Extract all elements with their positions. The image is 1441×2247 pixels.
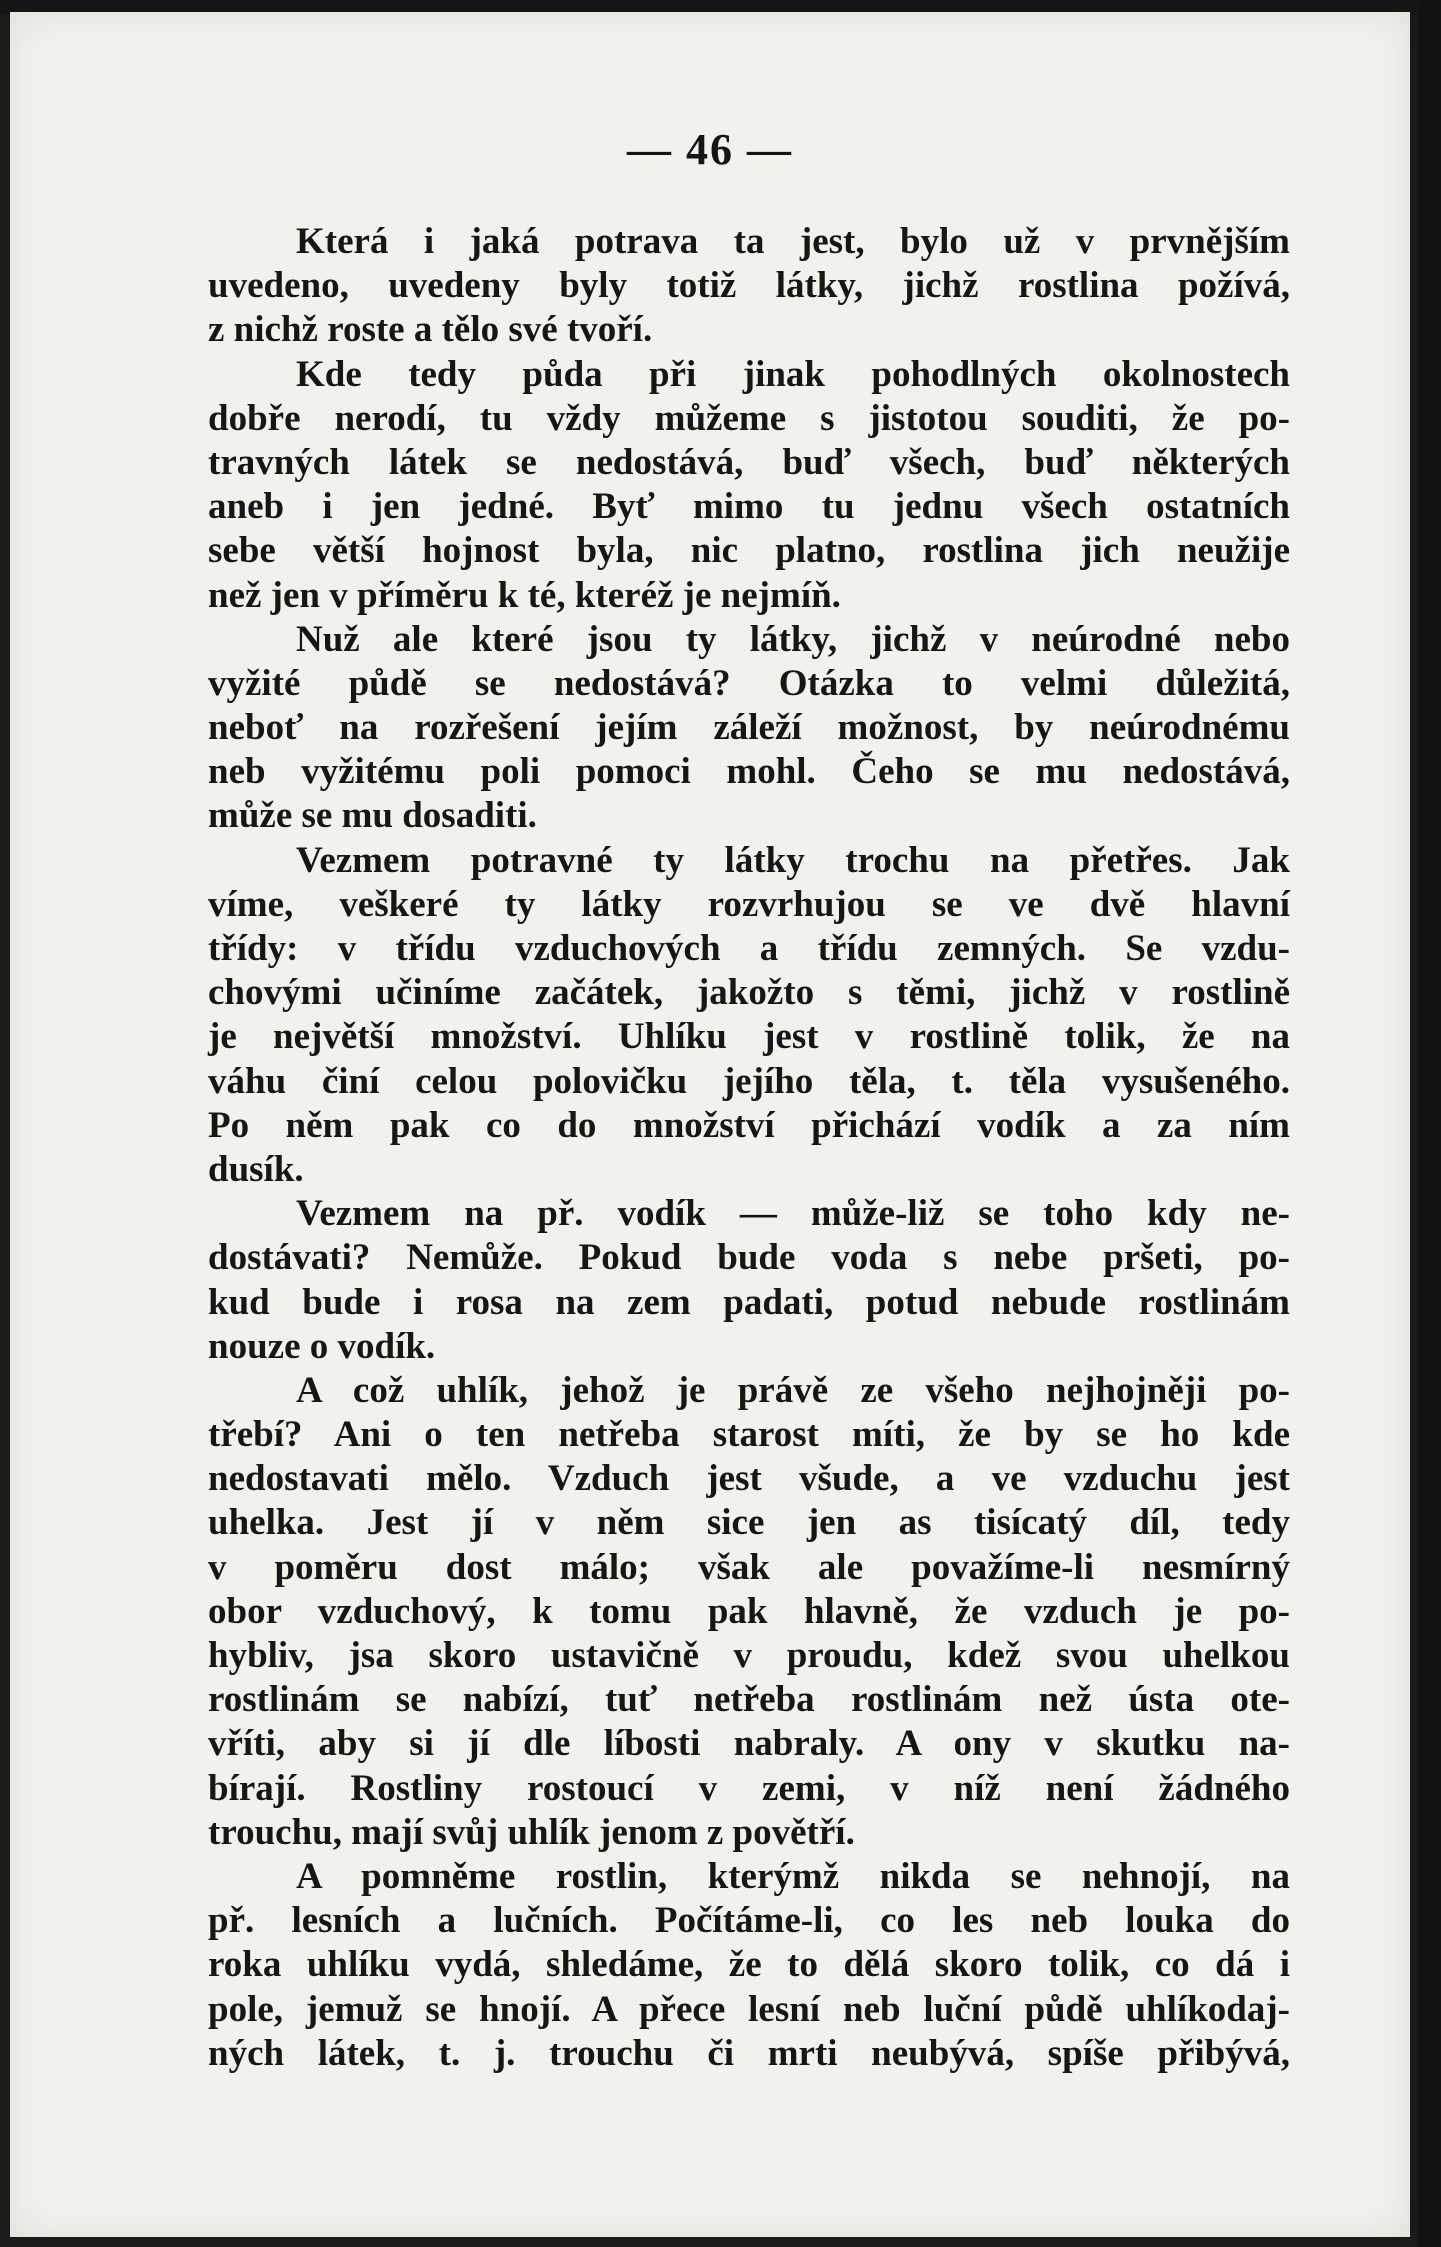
text-line: pole, jemuž se hnojí. A přece lesní neb luční půdě uhlíkodaj-	[208, 1988, 1290, 2030]
text-line: třebí? Ani o ten netřeba starost míti, že by se ho kde	[208, 1414, 1290, 1456]
text-line: př. lesních a lučních. Počítáme-li, co les neb louka do	[208, 1900, 1290, 1942]
text-line: víme, veškeré ty látky rozvrhujou se ve dvě hlavní	[208, 883, 1290, 925]
text-line: vyžité půdě se nedostává? Otázka to velmi důležitá,	[208, 662, 1290, 704]
text-line: A pomněme rostlin, kterýmž nikda se nehnojí, na	[296, 1855, 1290, 1897]
text-line: chovými učiníme začátek, jakožto s těmi, jichž v rostlině	[208, 972, 1290, 1014]
text-line: než jen v příměru k té, kteréž je nejmíň.	[208, 574, 841, 616]
text-line: Která i jaká potrava ta jest, bylo už v prvnějším	[296, 221, 1290, 262]
text-line: vříti, aby si jí dle líbosti nabraly. A ony v skutku na-	[208, 1723, 1290, 1765]
text-line: Vezmem potravné ty látky trochu na přetřes. Jak	[296, 839, 1290, 881]
text-line: roka uhlíku vydá, shledáme, že to dělá skoro tolik, co dá i	[208, 1944, 1290, 1986]
text-line: trouchu, mají svůj uhlík jenom z povětří.	[208, 1811, 855, 1853]
text-line: sebe větší hojnost byla, nic platno, rostlina jich neužije	[208, 530, 1290, 572]
text-line: bírají. Rostliny rostoucí v zemi, v níž není žádného	[208, 1767, 1290, 1809]
text-line: dobře nerodí, tu vždy můžeme s jistotou souditi, že po-	[208, 397, 1290, 439]
text-line: uvedeno, uvedeny byly totiž látky, jichž rostlina požívá,	[208, 265, 1290, 307]
text-line: z nichž roste a tělo své tvoří.	[208, 309, 653, 351]
text-line: v poměru dost málo; však ale považíme-li nesmírný	[208, 1546, 1290, 1588]
text-line: neboť na rozřešení jejím záleží možnost, by neúrodnému	[208, 707, 1290, 749]
text-line: nedostavati mělo. Vzduch jest všude, a ve vzduchu jest	[208, 1458, 1290, 1500]
book-page	[10, 12, 1410, 2237]
text-line: je největší množství. Uhlíku jest v rostlině tolik, že na	[208, 1016, 1290, 1058]
text-line: může se mu dosaditi.	[208, 795, 537, 837]
page-number: — 46 —	[627, 125, 793, 174]
text-line: ných látek, t. j. trouchu či mrti neubývá, spíše přibývá,	[208, 2032, 1290, 2074]
body-text	[208, 220, 1290, 2076]
text-line: uhelka. Jest jí v něm sice jen as tisícatý díl, tedy	[208, 1502, 1290, 1544]
text-line: neb vyžitému poli pomoci mohl. Čeho se mu nedostává,	[208, 751, 1290, 793]
text-line: kud bude i rosa na zem padati, potud nebude rostlinám	[208, 1281, 1290, 1323]
text-line: dusík.	[208, 1148, 304, 1190]
text-line: aneb i jen jedné. Byť mimo tu jednu všech ostatních	[208, 486, 1290, 528]
text-line: nouze o vodík.	[208, 1325, 436, 1367]
text-line: Po něm pak co do množství přichází vodík a za ním	[208, 1104, 1290, 1146]
text-line: travných látek se nedostává, buď všech, buď některých	[208, 441, 1290, 483]
scan-border-right	[1419, 0, 1441, 2247]
text-line: třídy: v třídu vzduchových a třídu zemných. Se vzdu-	[208, 928, 1290, 969]
text-line: dostávati? Nemůže. Pokud bude voda s nebe pršeti, po-	[208, 1237, 1290, 1279]
text-line: Nuž ale které jsou ty látky, jichž v neúrodné nebo	[296, 618, 1290, 660]
text-line: hybliv, jsa skoro ustavičně v proudu, kdež svou uhelkou	[208, 1635, 1290, 1676]
text-line: obor vzduchový, k tomu pak hlavně, že vzduch je po-	[208, 1590, 1290, 1632]
text-line: A což uhlík, jehož je právě ze všeho nejhojněji po-	[296, 1369, 1290, 1411]
text-line: Vezmem na př. vodík — může-liž se toho kdy ne-	[296, 1193, 1290, 1235]
text-line: váhu činí celou polovičku jejího těla, t. těla vysušeného.	[208, 1060, 1290, 1102]
text-line: Kde tedy půda při jinak pohodlných okolnostech	[296, 353, 1290, 395]
text-line: rostlinám se nabízí, tuť netřeba rostlinám než ústa ote-	[208, 1679, 1290, 1721]
